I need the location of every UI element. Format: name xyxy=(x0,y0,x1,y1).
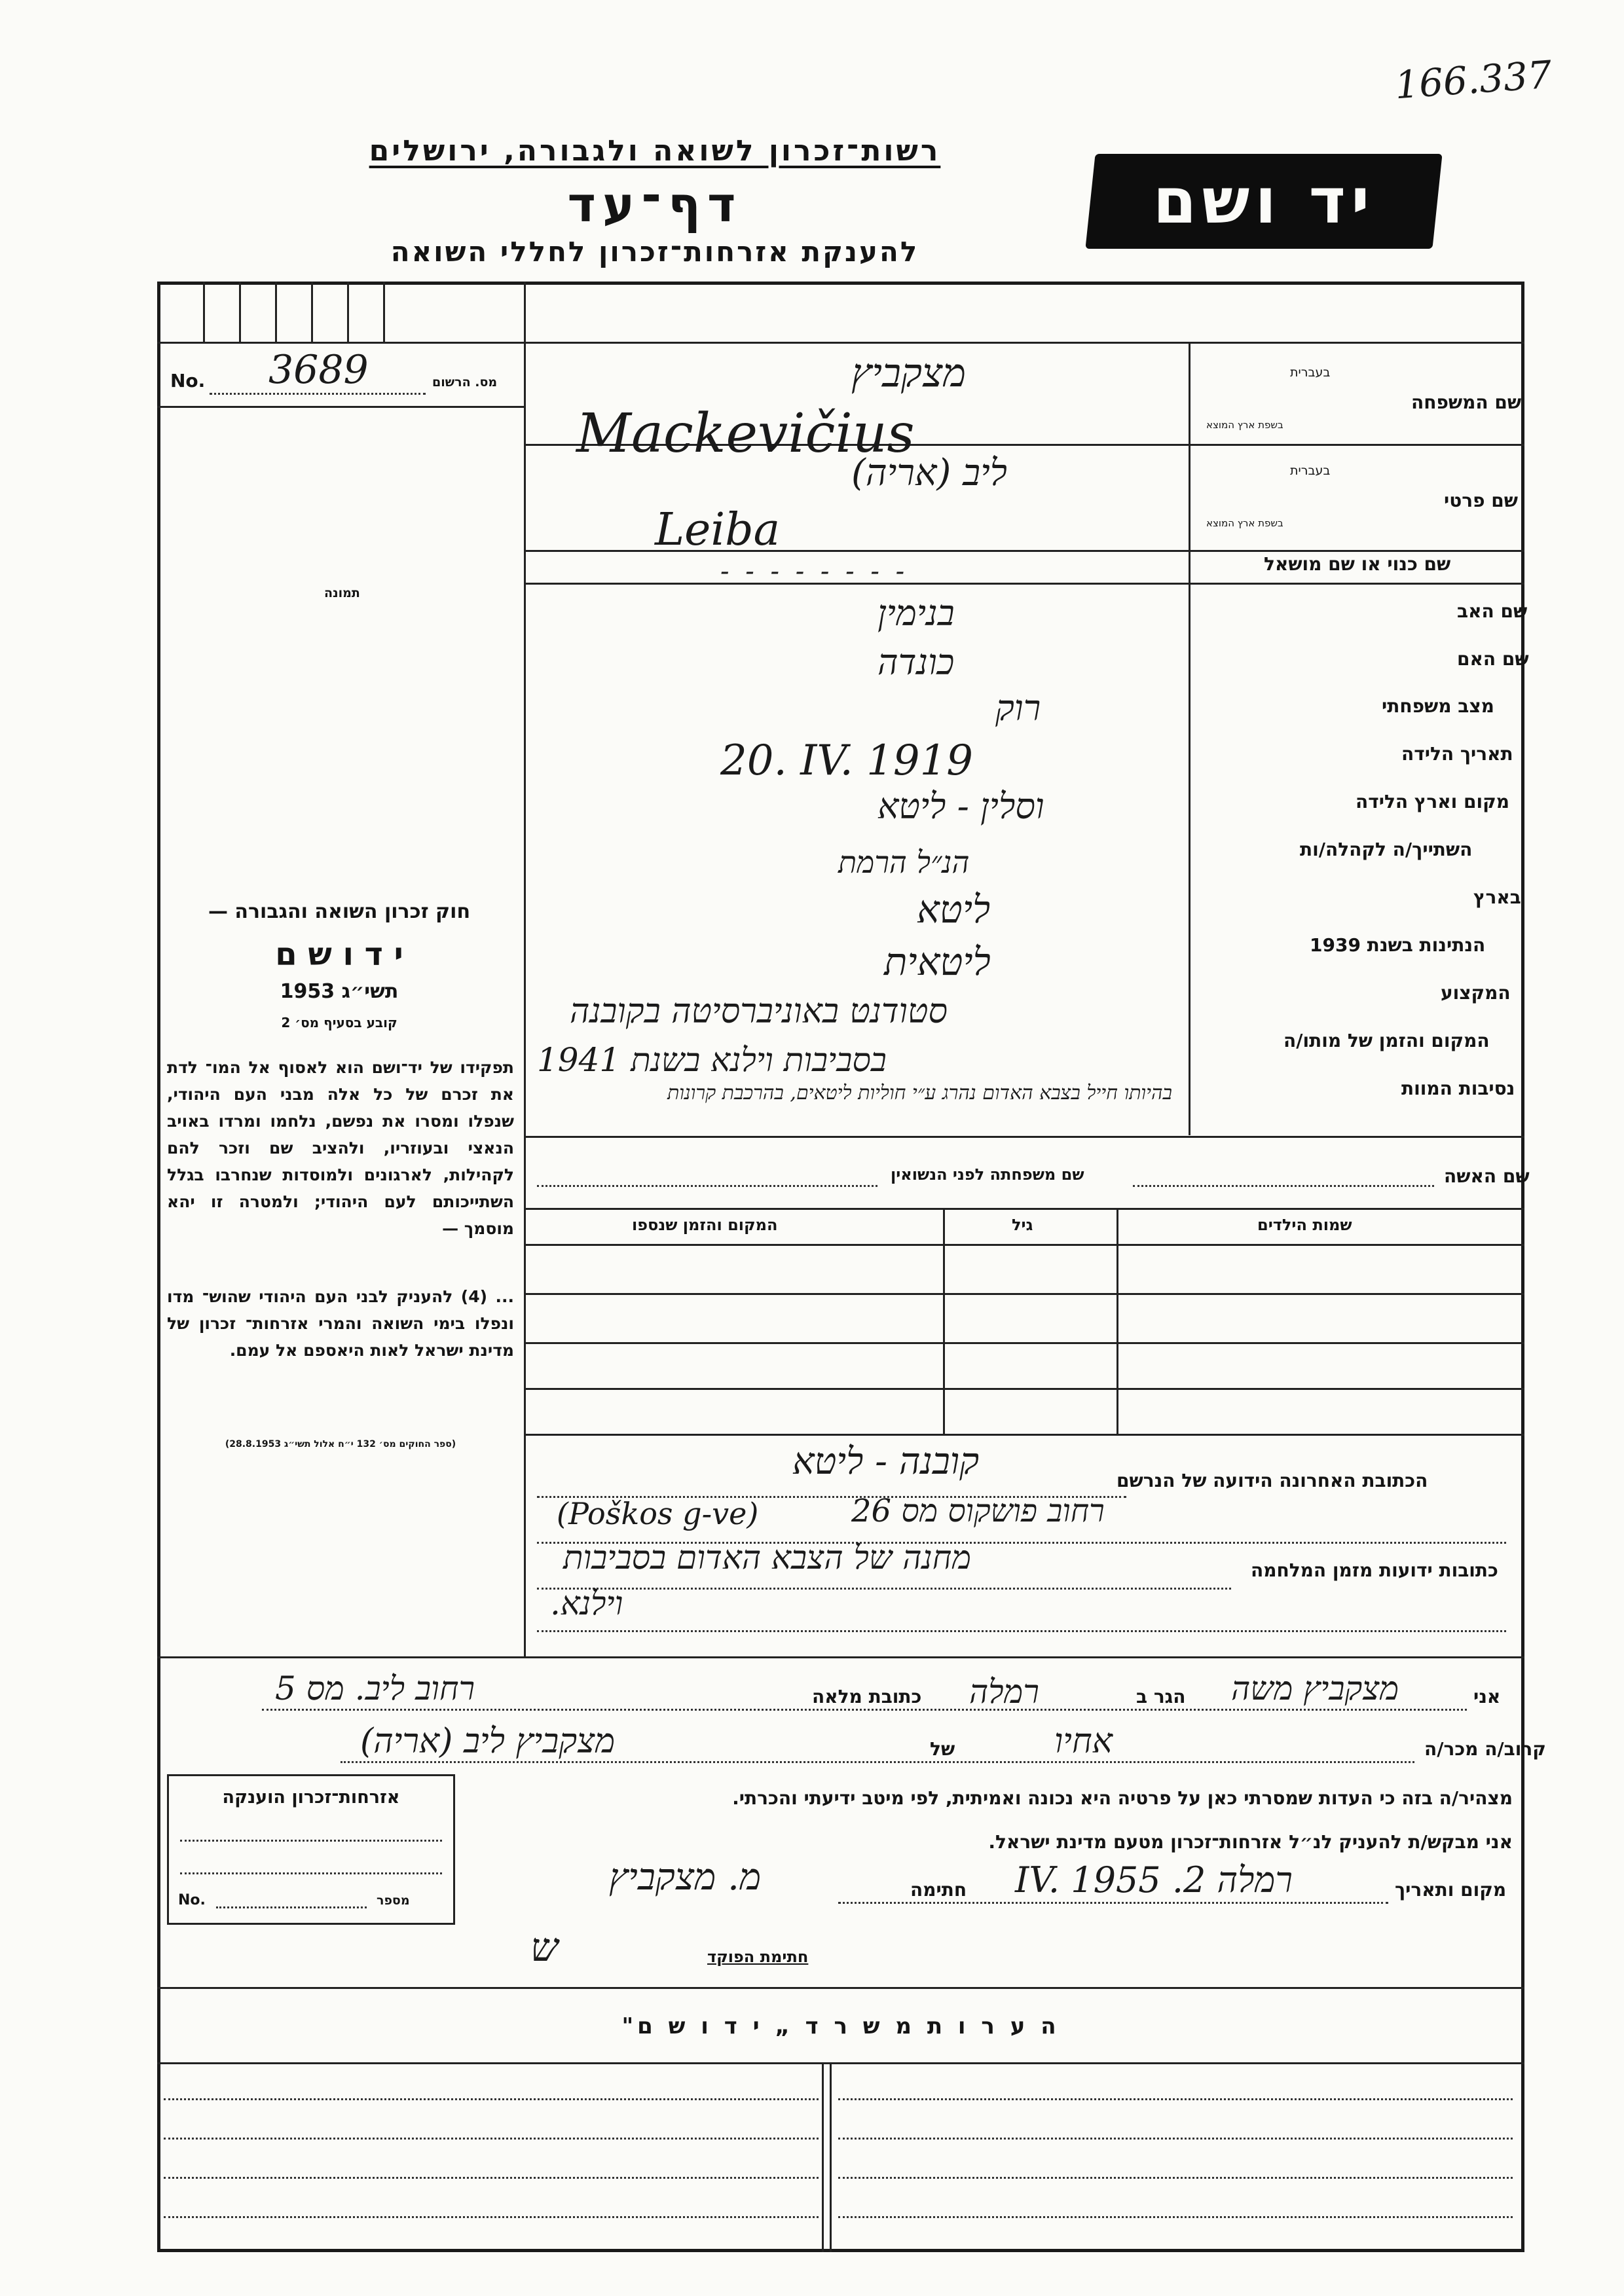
law-clause: קובע בסעיף מס׳ 2 xyxy=(281,1015,397,1030)
registration-he-label: מס. הרשום xyxy=(432,375,498,390)
mother-name-label: שם האם xyxy=(1457,648,1529,670)
registration-number: 3689 xyxy=(268,347,369,393)
first-name-label: שם פרטי xyxy=(1444,490,1519,511)
authority-name: רשות־זכרון לשואה ולגבורה, ירושלים xyxy=(369,134,941,168)
war-address-line-1: מחנה של הצבא האדום בסביבות xyxy=(563,1539,971,1576)
request-text: אני מבקש/ת להעניק לנ״ל אזרחות־זכרון מטעם מדינת ישראל. xyxy=(988,1831,1513,1853)
father-name-label: שם האב xyxy=(1457,600,1528,622)
declarant-address: רחוב ליב. מס 5 xyxy=(275,1669,475,1707)
declarant-name: מצקביץ משה xyxy=(1231,1669,1399,1707)
marital-status-label: מצב משפחתי xyxy=(1382,695,1494,717)
law-name: י ד ו ש ם xyxy=(275,936,403,973)
children-names-header: שמות הילדים xyxy=(1257,1216,1352,1234)
first-name-hebrew-value: ליב (אריה) xyxy=(851,452,1007,494)
first-name-latin-value: Leiba xyxy=(655,504,781,556)
last-address-line-2: רחוב פושקוס מס 26 xyxy=(851,1493,1105,1529)
last-address-latin: (Poškos g-ve) xyxy=(557,1496,759,1531)
death-place-time-value: בסביבות וילנא בשנת 1941 xyxy=(537,1041,887,1079)
community-label: השתייך/ה לקהלה/ות xyxy=(1300,839,1473,860)
declarant-city: רמלה xyxy=(969,1673,1039,1711)
citizenship-granted-title: אזרחות־זכרון הוענקה xyxy=(222,1787,400,1808)
first-name-origin-sublabel: בשפת ארץ המוצא xyxy=(1206,517,1283,529)
father-name-value: בנימין xyxy=(877,592,955,634)
profession-value: סטודנט באוניברסיטה בקובנה xyxy=(570,992,948,1031)
nickname-label: שם כנוי או שם מושאל xyxy=(1264,553,1451,575)
law-source: (ספר החוקים מס׳ 132 י״ח אלול תשי״ג 28.8.1953) xyxy=(225,1439,456,1449)
spouse-label: שם האשה xyxy=(1444,1165,1530,1187)
declarant-resides-label: הגר ב xyxy=(1136,1686,1186,1707)
photo-label: תמונה xyxy=(324,586,360,600)
family-name-hebrew-sublabel: בעברית xyxy=(1290,365,1331,380)
form-title: דף־עד xyxy=(567,177,743,233)
notes-title: ה ע ר ו ת מ ש ר ד „ י ד ו ש ם" xyxy=(621,2013,1060,2039)
profession-label: המקצוע xyxy=(1441,982,1511,1004)
mother-name-value: כונדה xyxy=(877,642,955,683)
officer-signature-label: חתימת הפוקד xyxy=(707,1948,809,1966)
first-name-hebrew-sublabel: בעברית xyxy=(1290,464,1331,478)
children-death-header: המקום והזמן שנספו xyxy=(632,1216,778,1234)
law-title: חוק זכרון השואה והגבורה — xyxy=(208,900,471,923)
children-age-header: גיל xyxy=(1012,1216,1033,1234)
community-value: הנ״ל הרמת xyxy=(838,845,970,880)
marital-status-value: רוק xyxy=(995,687,1041,729)
citizenship-1939-label: הנתינות בשנת 1939 xyxy=(1310,934,1486,956)
declarant-of-name: מצקביץ ליב (אריה) xyxy=(360,1722,616,1761)
last-address-label: הכתובת האחרונה הידועה של הנרשם xyxy=(1116,1470,1428,1491)
declarant-address-label: כתובת מלאה xyxy=(812,1686,922,1707)
birth-place-value: וסלין - ליטא xyxy=(877,786,1044,827)
declarant-relation-label: קרוב/ה מכר/ה xyxy=(1424,1738,1546,1760)
law-text-1: תפקידו של יד־ושם הוא לאסוף אל המו־ לדת את זכרם של כל אלה מבני העם היהודי, שנפלו ומסרו את נפשם, נלחמו ומרדו באויב הנאצי ובעוזריו, ולהציב שם וזכר להם לקהילות, לארגונים ולמוסדות שנחרבו בגלל השתייכותם לעם היהודי; ולמטרה זו יהא מוסמך — xyxy=(167,1058,514,1238)
law-text-2: ... (4) להעניק לבני העם היהודי שהוש־ מדו ונפלו בימי השואה והמרי אזרחות־ זכרון של מדינת ישראל לאות היאספם אל עמם. xyxy=(167,1287,514,1360)
death-circumstances-label: נסיבות המוות xyxy=(1401,1078,1515,1099)
war-address-label: כתובות ידועות מזמן המלחמה xyxy=(1251,1559,1498,1581)
birth-date-value: 20. IV. 1919 xyxy=(720,737,973,785)
citizenship-1939-value: ליטאית xyxy=(884,939,991,984)
family-name-label: שם המשפחה xyxy=(1411,392,1522,413)
country-value: ליטא xyxy=(917,887,991,932)
logo-text: יד ושם xyxy=(1153,164,1375,238)
family-name-latin-value: Mackevičius xyxy=(576,403,915,465)
law-year: תשי״ג 1953 xyxy=(280,980,399,1003)
declarant-i-label: אני xyxy=(1473,1686,1501,1707)
signature-label: חתימה xyxy=(910,1879,967,1901)
officer-signature: ש xyxy=(530,1925,559,1971)
war-address-line-2: וילנא. xyxy=(550,1584,623,1622)
declarant-signature: מ. מצקביץ xyxy=(609,1856,762,1899)
birth-place-label: מקום וארץ הלידה xyxy=(1356,791,1509,812)
declaration-text: מצהיר/ה בזה כי העדות שמסרתי כאן על פרטיה היא נכונה ואמיתית, לפי מיטב ידיעתי והכרתי. xyxy=(732,1787,1513,1809)
registration-no-label: No. xyxy=(170,370,206,392)
family-name-origin-sublabel: בשפת ארץ המוצא xyxy=(1206,419,1283,431)
declarant-of-label: של xyxy=(930,1738,955,1760)
place-date-label: מקום ותאריך xyxy=(1395,1879,1507,1901)
place-date-value: רמלה 2. IV. 1955 xyxy=(1015,1859,1293,1901)
last-address-line-1: קובנה - ליטא xyxy=(792,1440,980,1483)
citizenship-he-label: מספר xyxy=(377,1893,410,1908)
citizenship-no-label: No. xyxy=(178,1892,206,1908)
declarant-relation: אחיו xyxy=(1054,1722,1113,1761)
nickname-value: - - - - - - - - xyxy=(720,556,909,587)
death-circumstances-value: בהיותו חייל בצבא האדום נהרג ע״י חוליות ליטאים, בהרכבת קרונות xyxy=(667,1082,1172,1104)
form-purpose: להענקת אזרחות־זכרון לחללי השואה xyxy=(390,236,919,268)
country-label: בארץ xyxy=(1473,886,1521,908)
spouse-maiden-label: שם משפחתה לפני הנשואין xyxy=(891,1165,1084,1184)
birth-date-label: תאריך הלידה xyxy=(1401,743,1513,765)
archive-number: 166.337 xyxy=(1393,52,1554,108)
death-place-time-label: המקום והזמן של מותו/ה xyxy=(1283,1030,1490,1051)
family-name-hebrew-value: מצקביץ xyxy=(851,350,967,396)
